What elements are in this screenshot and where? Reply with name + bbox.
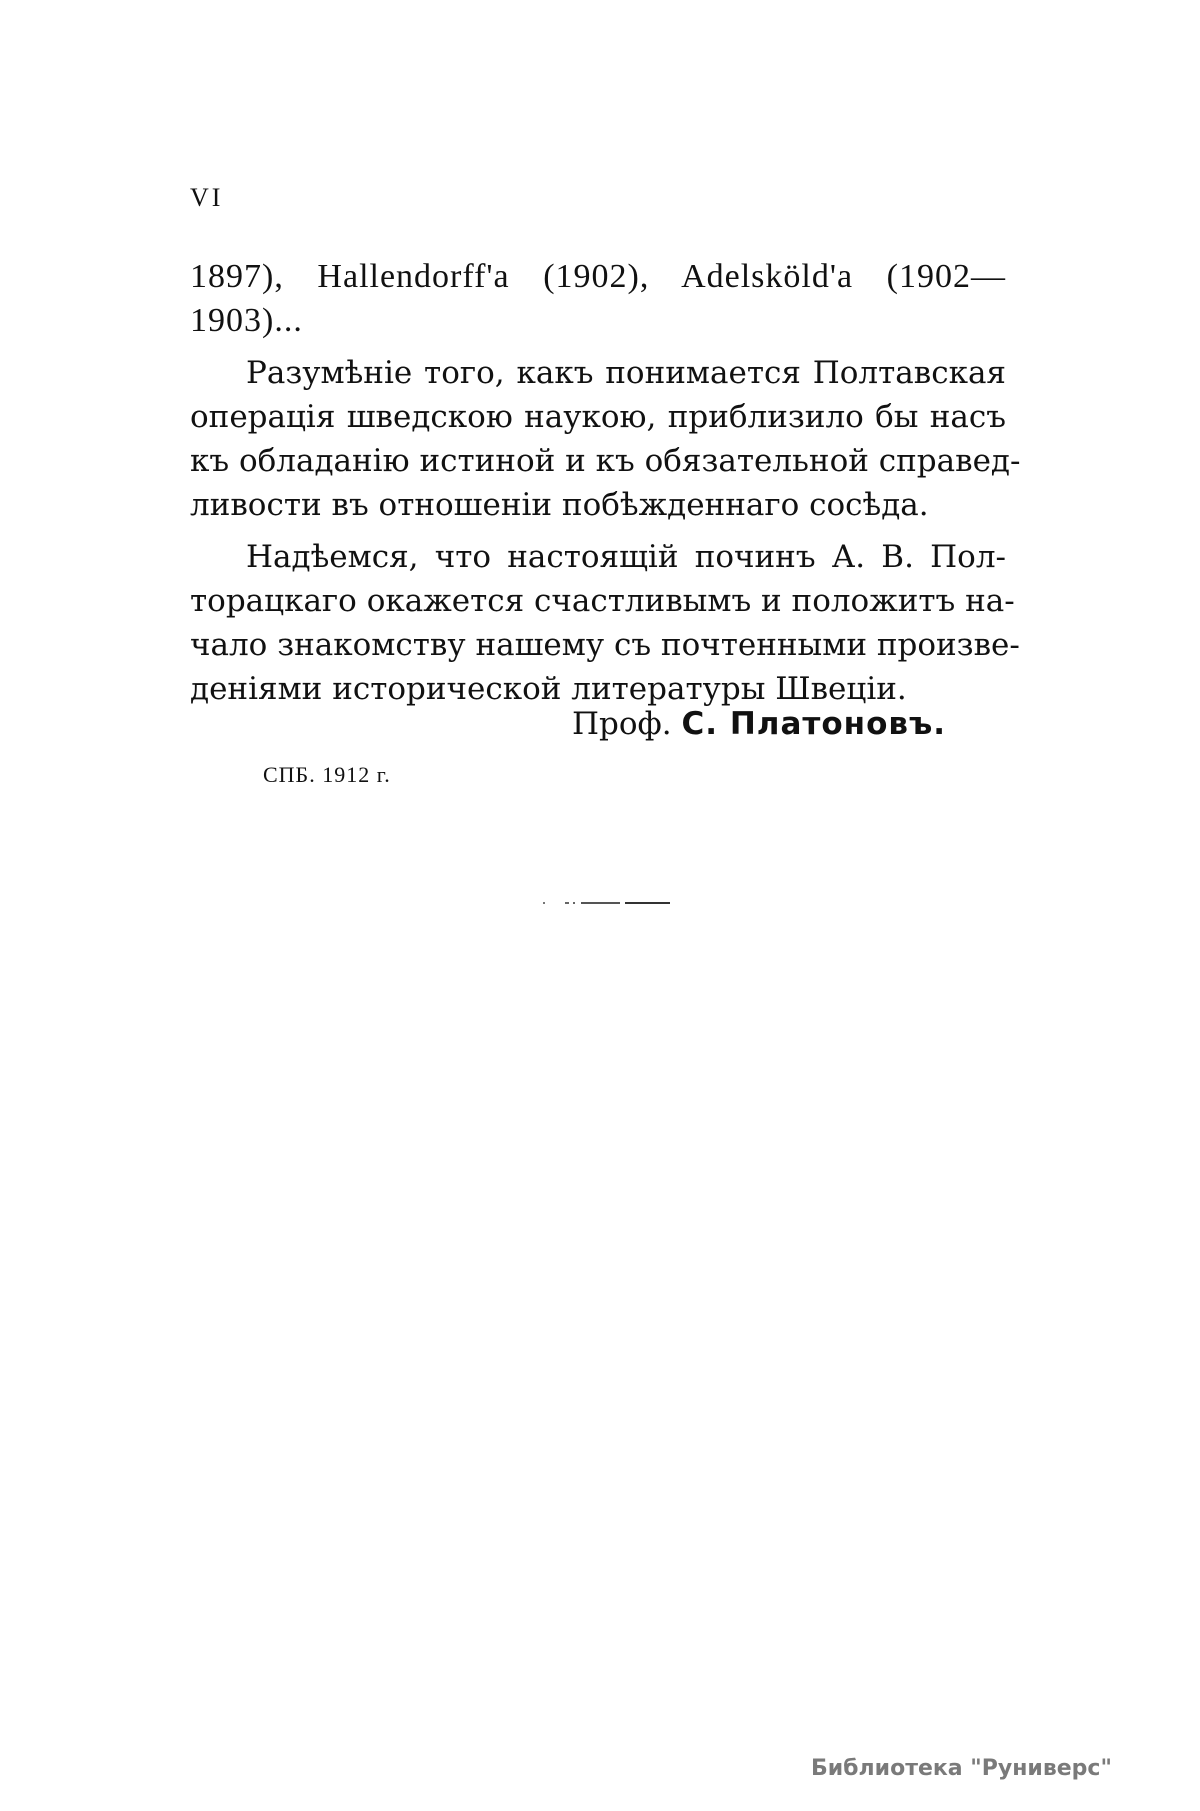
text-line: 1897), Hallendorff'a (1902), Adelsköld'a (1902— (190, 258, 1006, 295)
text-line: операція шведскою наукою, приблизило бы насъ (190, 399, 1006, 435)
place-date: СПБ. 1912 г. (263, 762, 391, 787)
signature-title: Проф. (572, 706, 672, 742)
text-line: къ обладанію истиной и къ обязательной справед- (190, 443, 1021, 479)
library-watermark: Библиотека "Руниверс" (811, 1756, 1112, 1781)
text-line: деніями исторической литературы Швеціи. (190, 671, 907, 707)
page-number: VI (190, 183, 224, 212)
text-line: чало знакомству нашему съ почтенными произве- (190, 627, 1020, 663)
text-line: 1903)... (190, 302, 303, 339)
text-line: ливости въ отношеніи побѣжденнаго сосѣда. (190, 487, 929, 523)
paragraph-start-line: Надѣемся, что настоящій починъ А. В. Пол- (246, 539, 1006, 575)
body-text (190, 255, 1021, 711)
text-line: торацкаго окажется счастливымъ и положитъ на- (190, 583, 1015, 619)
signature (572, 706, 946, 742)
signature-name: С. Платоновъ. (681, 706, 947, 742)
paragraph-start-line: Разумѣніе того, какъ понимается Полтавская (246, 355, 1006, 391)
closing-rule (535, 902, 670, 904)
